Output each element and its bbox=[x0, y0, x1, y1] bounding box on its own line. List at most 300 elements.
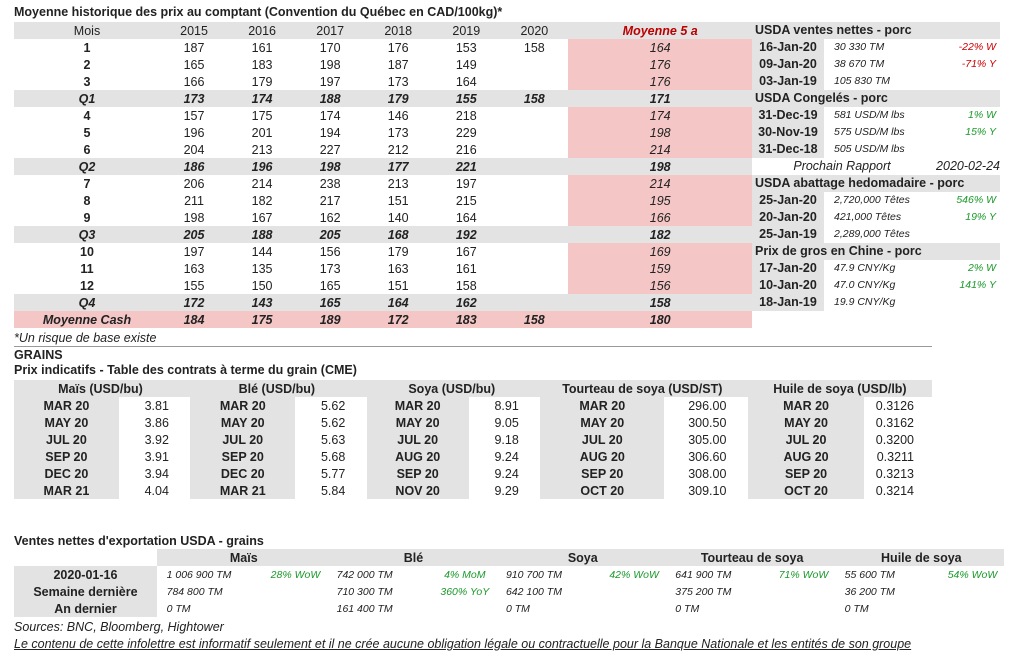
usda-date: 25-Jan-19 bbox=[752, 226, 824, 243]
usda-change: 1% W bbox=[967, 109, 996, 121]
hist-cell: 158 bbox=[523, 40, 545, 55]
hist-cell: 164 bbox=[364, 294, 432, 311]
hist-cell: 146 bbox=[387, 108, 409, 123]
hist-cell: 197 bbox=[455, 176, 477, 191]
contract-price: 0.3162 bbox=[875, 415, 914, 430]
contract-month: MAR 20 bbox=[190, 397, 295, 414]
usda-change: -71% Y bbox=[961, 58, 996, 70]
grains-row bbox=[14, 465, 932, 482]
hist-cell: 164 bbox=[455, 210, 477, 225]
hist-cell: 179 bbox=[251, 74, 273, 89]
usda-value: 30 330 TM bbox=[834, 41, 885, 53]
hist-cell bbox=[500, 260, 568, 277]
grains-header-cell: Tourteau de soya (USD/ST) bbox=[540, 380, 744, 397]
usda-value: 2,289,000 Têtes bbox=[834, 228, 910, 240]
usda-change bbox=[934, 141, 996, 158]
contract-price: 9.24 bbox=[494, 466, 519, 481]
export-row-label: An dernier bbox=[14, 600, 157, 617]
grains-header-row bbox=[14, 380, 932, 397]
hist-cell bbox=[500, 73, 568, 90]
grains-header-cell: Maïs (USD/bu) bbox=[14, 380, 187, 397]
hist-cell: 197 bbox=[183, 244, 205, 259]
hist-cell: 163 bbox=[387, 261, 409, 276]
contract-month: MAY 20 bbox=[748, 414, 864, 431]
hist-cell: 180 bbox=[568, 311, 752, 328]
usda-row bbox=[752, 39, 1000, 56]
contract-month: MAR 20 bbox=[14, 397, 119, 414]
hist-cell: 188 bbox=[296, 90, 364, 107]
contract-price: 0.3211 bbox=[876, 449, 914, 464]
hist-cell: 12 bbox=[80, 278, 94, 293]
hist-cell: 201 bbox=[251, 125, 273, 140]
hist-cell: 174 bbox=[319, 108, 341, 123]
hist-cell: 196 bbox=[228, 158, 296, 175]
export-header-cell: Huile de soya bbox=[839, 549, 1004, 566]
contract-price: 3.94 bbox=[144, 466, 169, 481]
usda-panel bbox=[752, 22, 1000, 311]
hist-cell: 153 bbox=[455, 40, 477, 55]
hist-row bbox=[14, 107, 752, 124]
hist-cell: 7 bbox=[83, 176, 91, 191]
export-header-row bbox=[14, 549, 1004, 566]
usda-value: 38 670 TM bbox=[834, 58, 885, 70]
contract-price: 305.00 bbox=[688, 432, 727, 447]
hist-cell: 182 bbox=[568, 226, 752, 243]
hist-cell: 3 bbox=[83, 74, 91, 89]
hist-cell: 156 bbox=[568, 277, 752, 294]
grains-futures-table bbox=[14, 380, 932, 499]
hist-cell: 140 bbox=[387, 210, 409, 225]
hist-cell: 144 bbox=[251, 244, 273, 259]
usda-change bbox=[934, 73, 996, 90]
hist-cell: 164 bbox=[455, 74, 477, 89]
hist-cell: 238 bbox=[319, 176, 341, 191]
hist-cell: 183 bbox=[251, 57, 273, 72]
hist-cell: 184 bbox=[160, 311, 228, 328]
grains-section-title: GRAINS bbox=[14, 348, 63, 362]
export-sales-table bbox=[14, 549, 1004, 617]
hist-row bbox=[14, 260, 752, 277]
contract-price: 5.77 bbox=[320, 466, 346, 481]
usda-row bbox=[752, 260, 1000, 277]
historic-price-table bbox=[14, 22, 752, 328]
usda-date: 03-Jan-19 bbox=[752, 73, 824, 90]
hist-cell: 169 bbox=[568, 243, 752, 260]
grains-row bbox=[14, 431, 932, 448]
contract-price: 308.00 bbox=[688, 466, 727, 481]
contract-price: 5.84 bbox=[320, 483, 346, 498]
hist-cell: 214 bbox=[568, 141, 752, 158]
hist-row bbox=[14, 56, 752, 73]
hist-cell: 188 bbox=[228, 226, 296, 243]
usda-value: 19.9 CNY/Kg bbox=[834, 296, 896, 308]
hist-cell bbox=[500, 124, 568, 141]
hist-cell: 2 bbox=[83, 57, 91, 72]
hist-row bbox=[14, 226, 752, 243]
spacer bbox=[14, 549, 157, 566]
hist-cell bbox=[500, 209, 568, 226]
hist-cell: Moyenne Cash bbox=[14, 311, 160, 328]
contract-price: 9.29 bbox=[494, 483, 519, 498]
hist-cell: 156 bbox=[319, 244, 341, 259]
usda-value: 421,000 Têtes bbox=[834, 211, 902, 223]
hist-cell bbox=[500, 294, 568, 311]
hist-cell: 5 bbox=[83, 125, 91, 140]
sources: Sources: BNC, Bloomberg, Hightower bbox=[14, 620, 224, 634]
export-volume: 910 700 TM bbox=[505, 568, 562, 581]
contract-price: 306.60 bbox=[688, 449, 727, 464]
usda-date: 20-Jan-20 bbox=[752, 209, 824, 226]
export-row bbox=[14, 566, 1004, 583]
contract-month: JUL 20 bbox=[14, 431, 119, 448]
contract-price: 3.91 bbox=[144, 449, 169, 464]
hist-cell: 211 bbox=[184, 193, 204, 208]
export-header-cell: Tourteau de soya bbox=[669, 549, 835, 566]
contract-month: MAR 20 bbox=[540, 397, 664, 414]
hist-cell: 186 bbox=[160, 158, 228, 175]
grains-header-cell: Soya (USD/bu) bbox=[367, 380, 537, 397]
hist-cell: 206 bbox=[183, 176, 205, 191]
hist-cell: 158 bbox=[455, 278, 477, 293]
hist-cell: 213 bbox=[251, 142, 273, 157]
contract-month: AUG 20 bbox=[748, 448, 864, 465]
hist-cell: 176 bbox=[568, 73, 752, 90]
hist-cell: 9 bbox=[83, 210, 91, 225]
export-volume: 0 TM bbox=[675, 602, 700, 615]
hist-row bbox=[14, 73, 752, 90]
hist-header-cell: 2015 bbox=[160, 22, 228, 39]
hist-cell: 157 bbox=[183, 108, 205, 123]
contract-price: 9.24 bbox=[494, 449, 519, 464]
contract-price: 5.62 bbox=[320, 415, 346, 430]
export-change bbox=[264, 583, 327, 600]
contract-month: OCT 20 bbox=[540, 482, 664, 499]
hist-row bbox=[14, 311, 752, 328]
usda-panel-title: USDA abattage hedomadaire - porc bbox=[752, 175, 1000, 192]
hist-cell: Q3 bbox=[14, 226, 160, 243]
contract-price: 300.50 bbox=[688, 415, 727, 430]
contract-price: 0.3200 bbox=[875, 432, 914, 447]
export-change: 28% WoW bbox=[270, 568, 321, 581]
usda-change: -22% W bbox=[958, 41, 996, 53]
hist-cell: 214 bbox=[568, 175, 752, 192]
hist-cell: 227 bbox=[319, 142, 341, 157]
hist-row bbox=[14, 192, 752, 209]
usda-date: 31-Dec-19 bbox=[752, 107, 824, 124]
usda-row bbox=[752, 277, 1000, 294]
contract-price: 5.68 bbox=[320, 449, 346, 464]
hist-cell bbox=[500, 226, 568, 243]
contract-month: SEP 20 bbox=[540, 465, 664, 482]
hist-cell: 175 bbox=[228, 311, 296, 328]
hist-cell: 173 bbox=[387, 74, 409, 89]
export-change bbox=[264, 600, 327, 617]
contract-month: MAY 20 bbox=[540, 414, 664, 431]
usda-date: 31-Dec-18 bbox=[752, 141, 824, 158]
export-volume: 55 600 TM bbox=[844, 568, 895, 581]
hist-cell: 182 bbox=[251, 193, 273, 208]
hist-cell bbox=[500, 175, 568, 192]
hist-cell: 151 bbox=[387, 193, 409, 208]
hist-cell: 198 bbox=[319, 57, 341, 72]
usda-change: 19% Y bbox=[965, 211, 996, 223]
contract-month: AUG 20 bbox=[540, 448, 664, 465]
contract-month: MAY 20 bbox=[14, 414, 119, 431]
hist-cell: 205 bbox=[296, 226, 364, 243]
disclaimer: Le contenu de cette infolettre est informatif seulement et il ne crée aucune obligation légale ou contractuelle pour la Banque Nationale et les entités de son groupe bbox=[14, 637, 912, 651]
hist-row bbox=[14, 243, 752, 260]
export-change: 360% YoY bbox=[440, 585, 490, 598]
contract-month: MAR 20 bbox=[367, 397, 469, 414]
usda-change: 141% Y bbox=[959, 279, 996, 291]
grains-header-cell: Blé (USD/bu) bbox=[190, 380, 363, 397]
hist-cell: 149 bbox=[455, 57, 477, 72]
hist-row bbox=[14, 141, 752, 158]
contract-month: OCT 20 bbox=[748, 482, 864, 499]
contract-price: 0.3126 bbox=[875, 398, 914, 413]
hist-cell: 214 bbox=[251, 176, 273, 191]
hist-header-cell: 2016 bbox=[228, 22, 296, 39]
hist-row bbox=[14, 124, 752, 141]
contract-month: MAR 21 bbox=[14, 482, 119, 499]
contract-month: MAR 20 bbox=[748, 397, 864, 414]
export-volume: 641 900 TM bbox=[675, 568, 732, 581]
contract-price: 0.3214 bbox=[875, 483, 914, 498]
usda-panel-title: USDA ventes nettes - porc bbox=[752, 22, 1000, 39]
hist-cell: 135 bbox=[251, 261, 273, 276]
hist-row bbox=[14, 277, 752, 294]
hist-cell: 215 bbox=[455, 193, 477, 208]
usda-value: 105 830 TM bbox=[834, 75, 891, 87]
grains-row bbox=[14, 414, 932, 431]
hist-cell: 194 bbox=[319, 125, 341, 140]
contract-price: 9.18 bbox=[494, 432, 519, 447]
hist-header-cell: Mois bbox=[14, 22, 160, 39]
usda-panel-title: Prix de gros en Chine - porc bbox=[752, 243, 1000, 260]
hist-footnote: *Un risque de base existe bbox=[14, 331, 157, 345]
contract-price: 8.91 bbox=[494, 398, 519, 413]
contract-month: MAY 20 bbox=[367, 414, 469, 431]
hist-cell: 187 bbox=[183, 40, 205, 55]
hist-cell: 155 bbox=[183, 278, 205, 293]
hist-cell: 187 bbox=[387, 57, 409, 72]
hist-cell: 158 bbox=[500, 311, 568, 328]
hist-cell: 158 bbox=[500, 90, 568, 107]
contract-month: DEC 20 bbox=[190, 465, 295, 482]
hist-cell: 11 bbox=[80, 261, 94, 276]
hist-cell: 198 bbox=[568, 158, 752, 175]
usda-value: 505 USD/M lbs bbox=[834, 143, 905, 155]
usda-value: 47.9 CNY/Kg bbox=[834, 262, 896, 274]
export-row-label: 2020-01-16 bbox=[14, 566, 157, 583]
hist-cell: 171 bbox=[568, 90, 752, 107]
grains-header-cell: Huile de soya (USD/lb) bbox=[748, 380, 932, 397]
hist-cell: 175 bbox=[251, 108, 273, 123]
export-title: Ventes nettes d'exportation USDA - grains bbox=[14, 534, 264, 548]
usda-date: 17-Jan-20 bbox=[752, 260, 824, 277]
export-volume: 161 400 TM bbox=[336, 602, 393, 615]
export-header-cell: Blé bbox=[331, 549, 497, 566]
export-volume: 642 100 TM bbox=[505, 585, 562, 598]
export-volume: 0 TM bbox=[166, 602, 191, 615]
hist-cell: Q1 bbox=[14, 90, 160, 107]
contract-month: JUL 20 bbox=[540, 431, 664, 448]
hist-cell: 166 bbox=[183, 74, 205, 89]
hist-row bbox=[14, 294, 752, 311]
usda-row bbox=[752, 294, 1000, 311]
hist-cell: 218 bbox=[455, 108, 477, 123]
hist-cell: 216 bbox=[455, 142, 477, 157]
hist-cell: 192 bbox=[432, 226, 500, 243]
export-change bbox=[941, 600, 1004, 617]
hist-row bbox=[14, 90, 752, 107]
usda-change bbox=[934, 226, 996, 243]
hist-cell: 177 bbox=[364, 158, 432, 175]
export-header-cell: Maïs bbox=[161, 549, 327, 566]
hist-cell: 164 bbox=[568, 39, 752, 56]
export-change bbox=[603, 583, 666, 600]
hist-cell: 176 bbox=[568, 56, 752, 73]
contract-month: DEC 20 bbox=[14, 465, 119, 482]
usda-date: 10-Jan-20 bbox=[752, 277, 824, 294]
hist-cell: 159 bbox=[568, 260, 752, 277]
hist-header-cell: 2020 bbox=[500, 22, 568, 39]
export-change: 42% WoW bbox=[609, 568, 659, 581]
usda-row bbox=[752, 226, 1000, 243]
export-change bbox=[433, 600, 496, 617]
hist-cell: Q2 bbox=[14, 158, 160, 175]
hist-cell: 205 bbox=[160, 226, 228, 243]
contract-month: SEP 20 bbox=[748, 465, 864, 482]
hist-cell: 198 bbox=[296, 158, 364, 175]
hist-cell: 151 bbox=[387, 278, 409, 293]
usda-value: 575 USD/M lbs bbox=[834, 126, 905, 138]
export-change bbox=[603, 600, 666, 617]
export-change: 71% WoW bbox=[778, 568, 829, 581]
export-row-label: Semaine dernière bbox=[14, 583, 157, 600]
usda-date: 25-Jan-20 bbox=[752, 192, 824, 209]
hist-header-row bbox=[14, 22, 752, 39]
usda-row bbox=[752, 209, 1000, 226]
usda-row bbox=[752, 124, 1000, 141]
hist-cell: 1 bbox=[83, 40, 91, 55]
export-volume: 710 300 TM bbox=[336, 585, 393, 598]
hist-cell: 158 bbox=[568, 294, 752, 311]
usda-date: 16-Jan-20 bbox=[752, 39, 824, 56]
hist-cell: 165 bbox=[183, 57, 205, 72]
usda-change bbox=[934, 294, 996, 311]
hist-cell: 170 bbox=[319, 40, 341, 55]
grains-row bbox=[14, 482, 932, 499]
hist-cell: 183 bbox=[432, 311, 500, 328]
contract-month: NOV 20 bbox=[367, 482, 469, 499]
usda-row bbox=[752, 107, 1000, 124]
hist-cell: 155 bbox=[432, 90, 500, 107]
export-volume: 0 TM bbox=[505, 602, 530, 615]
usda-change: 546% W bbox=[956, 194, 996, 206]
hist-cell bbox=[500, 107, 568, 124]
hist-cell: 167 bbox=[251, 210, 273, 225]
hist-cell: 173 bbox=[387, 125, 409, 140]
hist-cell: 4 bbox=[83, 108, 91, 123]
contract-month: JUL 20 bbox=[367, 431, 469, 448]
usda-change: 15% Y bbox=[965, 126, 996, 138]
hist-cell bbox=[500, 158, 568, 175]
hist-cell: 196 bbox=[183, 125, 205, 140]
usda-value: 581 USD/M lbs bbox=[834, 109, 905, 121]
contract-month: MAY 20 bbox=[190, 414, 295, 431]
hist-cell: 229 bbox=[455, 125, 477, 140]
contract-price: 0.3213 bbox=[875, 466, 914, 481]
hist-cell: 162 bbox=[432, 294, 500, 311]
hist-cell bbox=[500, 277, 568, 294]
hist-cell: 143 bbox=[228, 294, 296, 311]
hist-cell: 174 bbox=[228, 90, 296, 107]
hist-header-cell: 2017 bbox=[296, 22, 364, 39]
contract-month: AUG 20 bbox=[367, 448, 469, 465]
hist-cell: 197 bbox=[319, 74, 341, 89]
hist-cell: 166 bbox=[568, 209, 752, 226]
hist-header-cell: 2018 bbox=[364, 22, 432, 39]
export-volume: 1 006 900 TM bbox=[166, 568, 232, 581]
export-change bbox=[772, 600, 835, 617]
export-change bbox=[772, 583, 835, 600]
hist-cell: 195 bbox=[568, 192, 752, 209]
hist-cell: 221 bbox=[432, 158, 500, 175]
contract-price: 5.62 bbox=[320, 398, 346, 413]
hist-header-cell: Moyenne 5 a bbox=[568, 22, 752, 39]
hist-cell: 6 bbox=[83, 142, 91, 157]
usda-date: 09-Jan-20 bbox=[752, 56, 824, 73]
contract-price: 309.10 bbox=[688, 483, 727, 498]
export-volume: 784 800 TM bbox=[166, 585, 223, 598]
hist-row bbox=[14, 209, 752, 226]
contract-price: 3.86 bbox=[144, 415, 169, 430]
hist-cell: 172 bbox=[160, 294, 228, 311]
hist-row bbox=[14, 175, 752, 192]
usda-panel-title: USDA Congelés - porc bbox=[752, 90, 1000, 107]
contract-price: 3.81 bbox=[144, 398, 169, 413]
export-row bbox=[14, 600, 1004, 617]
usda-row bbox=[752, 141, 1000, 158]
export-change: 54% WoW bbox=[947, 568, 998, 581]
contract-month: SEP 20 bbox=[14, 448, 119, 465]
contract-price: 3.92 bbox=[144, 432, 169, 447]
hist-cell: 165 bbox=[319, 278, 341, 293]
hist-title: Moyenne historique des prix au comptant (Convention du Québec en CAD/100kg)* bbox=[14, 5, 503, 19]
hist-cell bbox=[500, 141, 568, 158]
hist-cell: 150 bbox=[251, 278, 273, 293]
usda-change: 2% W bbox=[967, 262, 996, 274]
usda-row bbox=[752, 73, 1000, 90]
contract-price: 296.00 bbox=[688, 398, 727, 413]
hist-cell bbox=[500, 243, 568, 260]
export-volume: 742 000 TM bbox=[336, 568, 393, 581]
hist-cell: 176 bbox=[387, 40, 409, 55]
hist-cell: 162 bbox=[319, 210, 341, 225]
next-report bbox=[752, 158, 1000, 175]
usda-row bbox=[752, 56, 1000, 73]
grains-row bbox=[14, 397, 932, 414]
hist-cell: 179 bbox=[387, 244, 409, 259]
contract-price: 5.63 bbox=[320, 432, 346, 447]
export-volume: 36 200 TM bbox=[844, 585, 895, 598]
contract-month: MAR 21 bbox=[190, 482, 295, 499]
hist-cell: 212 bbox=[387, 142, 409, 157]
hist-row bbox=[14, 158, 752, 175]
next-report-date: 2020-02-24 bbox=[936, 159, 1000, 173]
hist-cell: 161 bbox=[455, 261, 477, 276]
